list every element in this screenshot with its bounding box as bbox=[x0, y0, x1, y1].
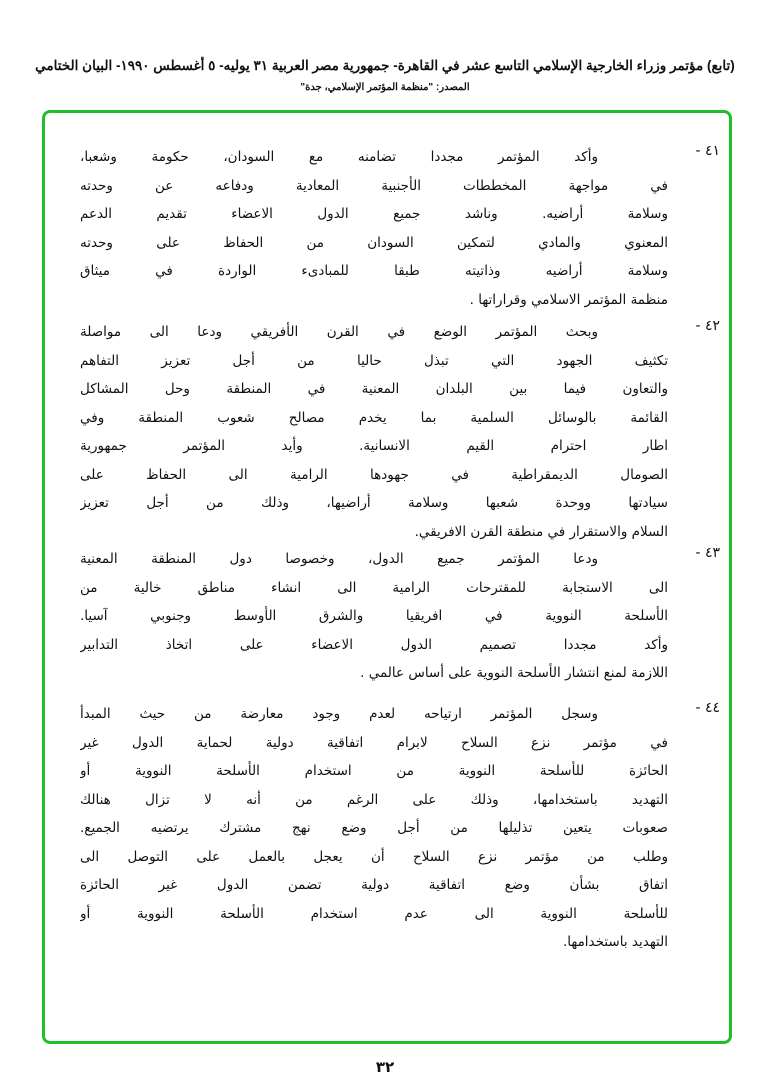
text-line: والتعاون فيما بين البلدان المعنية في المنطقة وحل المشاكل bbox=[80, 381, 668, 397]
paragraph-number: ٤٢ - bbox=[695, 318, 720, 334]
text-line: ودعا المؤتمر جميع الدول، وخصوصا دول المنطقة المعنية bbox=[80, 551, 598, 567]
text-line: التهديد باستخدامها، وذلك على الرغم من أنه لا تزال هنالك bbox=[80, 791, 668, 808]
text-line: القائمة بالوسائل السلمية بما يخدم مصالح شعوب المنطقة وفي bbox=[80, 409, 668, 426]
document-source: المصدر: "منظمة المؤتمر الإسلامي، جدة" bbox=[300, 82, 470, 93]
text-line: اللازمة لمنع انتشار الأسلحة النووية على أساس عالمي . bbox=[360, 665, 668, 681]
text-line: وطلب من مؤتمر نزع السلاح أن يعجل بالعمل على التوصل الى bbox=[80, 848, 668, 865]
text-line: التهديد باستخدامها. bbox=[562, 934, 668, 950]
text-line: وسلامة أراضيه وذاتيته طبقا للمبادىء الواردة في ميثاق bbox=[80, 263, 668, 279]
paragraph-number: ٤٤ - bbox=[695, 700, 720, 716]
text-line: منظمة المؤتمر الاسلامي وقراراتها . bbox=[469, 291, 668, 308]
paragraph-number: ٤٣ - bbox=[695, 545, 720, 561]
text-line: الصومال الديمقراطية في جهودها الرامية الى الحفاظ على bbox=[80, 466, 668, 483]
text-line: في مواجهة المخططات الأجنبية المعادية ودفاعه عن وحدته bbox=[80, 177, 668, 194]
text-line: السلام والاستقرار في منطقة القرن الافريقي. bbox=[414, 523, 668, 540]
text-line: للأسلحة النووية الى عدم استخدام الأسلحة النووية أو bbox=[80, 905, 668, 922]
text-line: الأسلحة النووية في افريقيا والشرق الأوسط وجنوبي آسيا. bbox=[80, 608, 668, 624]
text-line: وأكد المؤتمر مجددا تضامنه مع السودان، حكومة وشعبا، bbox=[80, 149, 598, 165]
text-line: المعنوي والمادي لتمكين السودان من الحفاظ على وحدته bbox=[80, 234, 668, 251]
text-line: وبحث المؤتمر الوضع في القرن الأفريقي ودعا الى مواصلة bbox=[80, 324, 598, 340]
page-number: ٣٢ bbox=[375, 1058, 395, 1076]
text-line: صعوبات يتعين تذليلها من أجل وضع نهج مشترك يرتضيه الجميع. bbox=[80, 820, 668, 836]
paragraph-number: ٤١ - bbox=[695, 143, 720, 159]
text-line: الى الاستجابة للمقترحات الرامية الى انشاء مناطق خالية من bbox=[80, 579, 668, 596]
text-line: الحائزة للأسلحة النووية من استخدام الأسلحة النووية أو bbox=[80, 763, 668, 779]
text-line: اطار احترام القيم الانسانية. وأيد المؤتمر جمهورية bbox=[80, 438, 668, 454]
text-line: وأكد مجددا تصميم الدول الاعضاء على اتخاذ التدابير bbox=[80, 636, 668, 653]
text-line: وسلامة أراضيه. وناشد جميع الدول الاعضاء تقديم الدعم bbox=[80, 206, 668, 222]
text-line: وسجل المؤتمر ارتياحه لعدم وجود معارضة من حيث المبدأ bbox=[80, 706, 598, 722]
text-line: تكثيف الجهود التي تبذل حاليا من أجل تعزيز التفاهم bbox=[80, 352, 668, 369]
text-line: سيادتها ووحدة شعبها وسلامة أراضيها، وذلك من أجل تعزيز bbox=[80, 495, 668, 511]
text-line: في مؤتمر نزع السلاح لابرام اتفاقية دولية لحماية الدول غير bbox=[80, 734, 668, 751]
text-line: اتفاق بشأن وضع اتفاقية دولية تضمن الدول غير الحائزة bbox=[80, 877, 668, 893]
document-title: (تابع) مؤتمر وزراء الخارجية الإسلامي التاسع عشر في القاهرة- جمهورية مصر العربية ٣١ يوليه- ٥ أغسطس ١٩٩٠- البيان الختامي bbox=[35, 58, 735, 73]
